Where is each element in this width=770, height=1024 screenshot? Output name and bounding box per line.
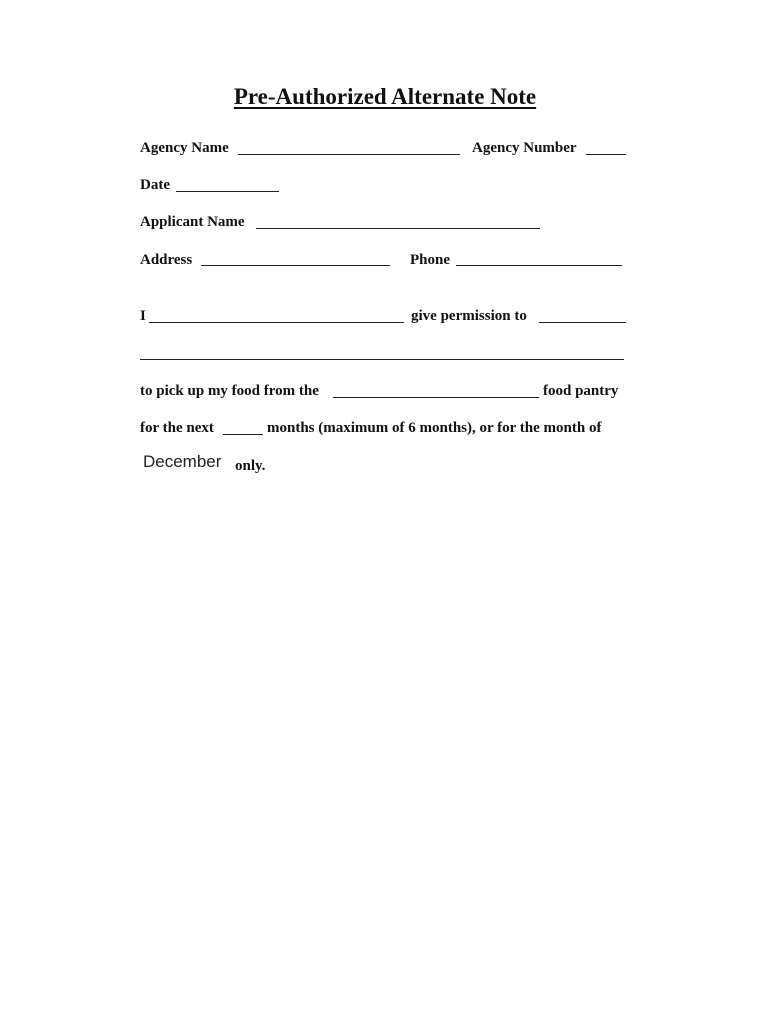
food-pantry-name-field[interactable] [333,397,539,398]
agency-number-field[interactable] [586,154,626,155]
address-field[interactable] [201,265,390,266]
month-value[interactable]: December [143,452,222,471]
give-permission-label: give permission to [411,308,527,324]
form-title: Pre-Authorized Alternate Note [233,84,537,109]
phone-field[interactable] [456,265,622,266]
for-next-label: for the next [140,420,214,436]
applicant-name-label: Applicant Name [140,214,245,230]
months-count-field[interactable] [223,434,263,435]
date-label: Date [140,177,170,193]
address-label: Address [140,252,193,268]
agency-name-field[interactable] [238,154,460,155]
permitter-name-field[interactable] [149,322,404,323]
alternate-name-field[interactable] [539,322,626,323]
alternate-name-continuation-field[interactable] [140,359,624,360]
applicant-name-field[interactable] [256,228,540,229]
pickup-label: to pick up my food from the [140,383,319,399]
food-pantry-label: food pantry [543,383,619,399]
i-label: I [140,308,146,324]
agency-number-label: Agency Number [472,140,577,156]
agency-name-label: Agency Name [140,140,229,156]
date-field[interactable] [176,191,279,192]
only-label: only. [235,458,266,474]
phone-label: Phone [410,252,451,268]
months-label: months (maximum of 6 months), or for the month of [267,420,602,436]
